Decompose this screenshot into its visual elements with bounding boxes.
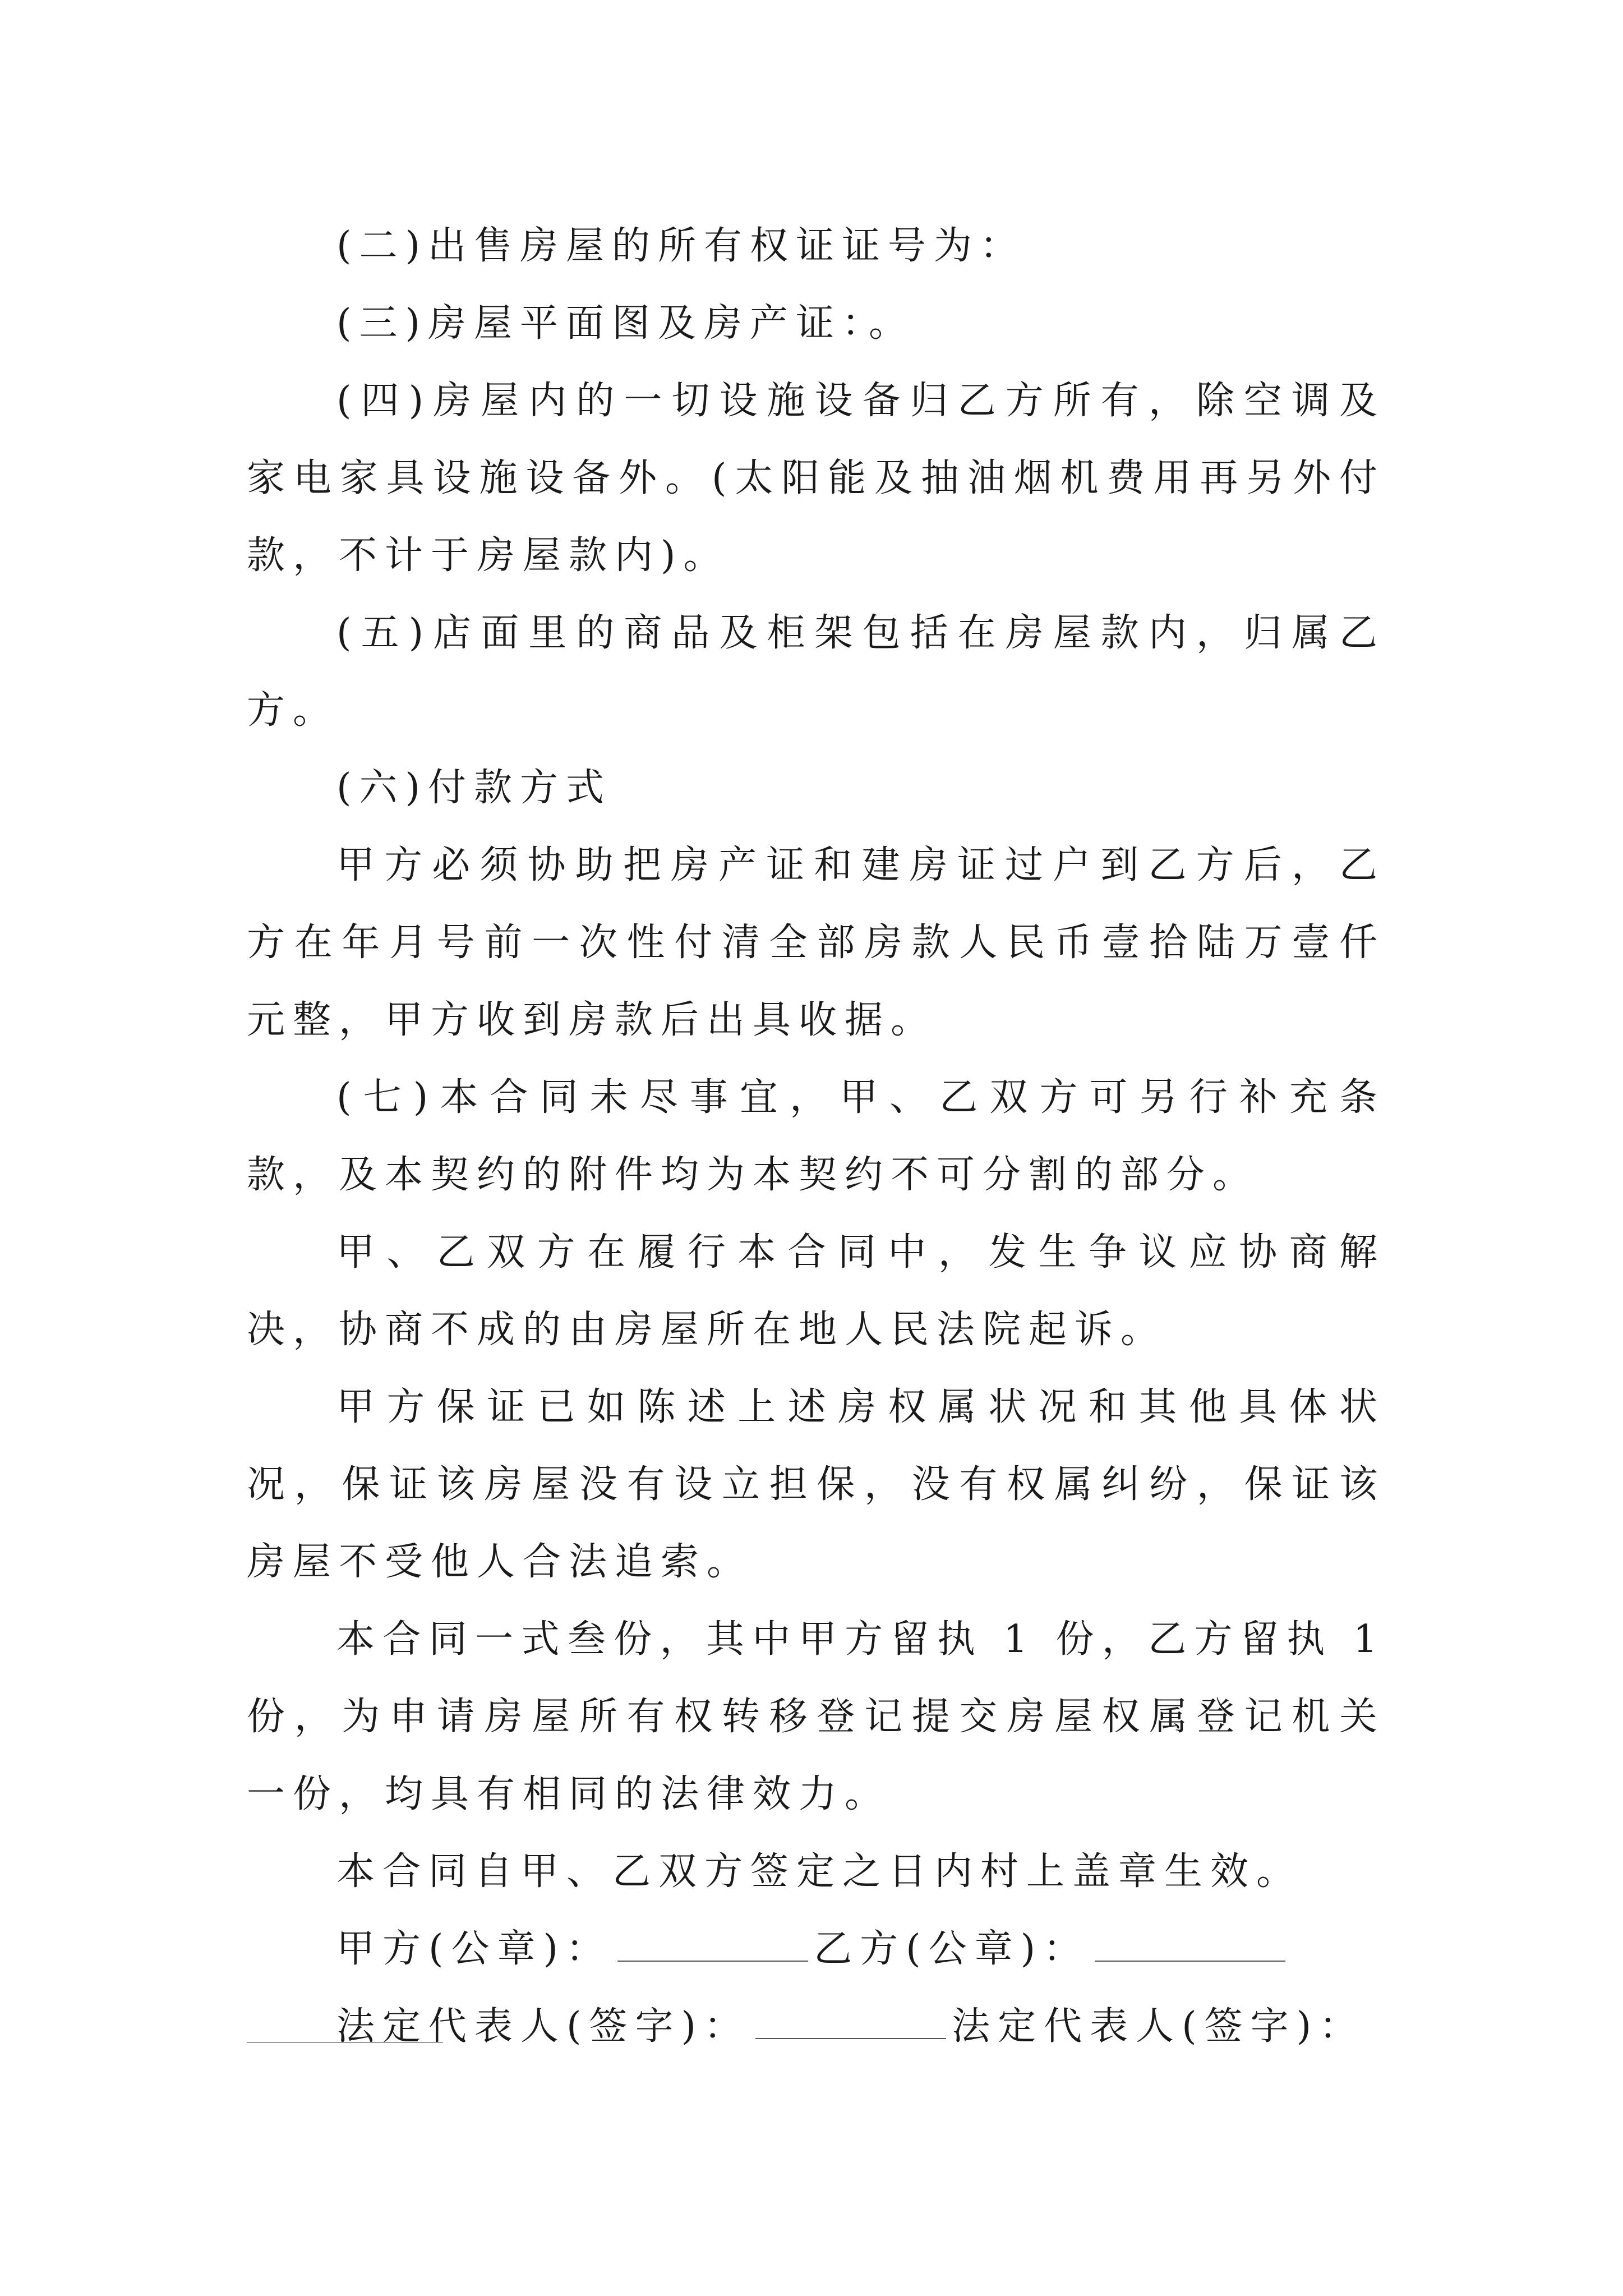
party-a-rep-blank — [755, 2004, 946, 2039]
seal-line — [247, 1911, 1385, 1988]
representative-line — [247, 1988, 1385, 2065]
party-a-seal-blank — [617, 1927, 808, 1962]
dispute-resolution: 甲、乙双方在履行本合同中，发生争议应协商解决，协商不成的由房屋所在地人民法院起诉。 — [247, 1230, 1385, 1352]
contract-body — [247, 208, 1385, 2065]
party-a-rep-label: 法定代表人(签字)： — [336, 2004, 750, 2049]
clause-3: (三)房屋平面图及房产证：。 — [336, 301, 915, 346]
effective-clause: 本合同自甲、乙双方签定之日内村上盖章生效。 — [336, 1849, 1303, 1894]
payment-terms: 甲方必须协助把房产证和建房证过户到乙方后，乙方在年月号前一次性付清全部房款人民币壹拾陆万壹仟元整，甲方收到房款后出具收据。 — [247, 843, 1385, 1042]
seller-guarantee: 甲方保证已如陈述上述房权属状况和其他具体状况，保证该房屋没有设立担保，没有权属纠纷，保证该房屋不受他人合法追索。 — [247, 1385, 1385, 1584]
clause-2: (二)出售房屋的所有权证证号为： — [336, 224, 1026, 268]
copies-clause: 本合同一式叁份，其中甲方留执 1 份，乙方留执 1 份，为申请房屋所有权转移登记提交房屋权属登记机关一份，均具有相同的法律效力。 — [247, 1617, 1385, 1816]
party-b-rep-label: 法定代表人(签字)： — [952, 2004, 1366, 2049]
clause-7: (七)本合同未尽事宜，甲、乙双方可另行补充条款，及本契约的附件均为本契约不可分割的部分。 — [247, 1075, 1385, 1197]
clause-4: (四)房屋内的一切设施设备归乙方所有，除空调及家电家具设施设备外。(太阳能及抽油烟机费用再另外付款，不计于房屋款内)。 — [247, 379, 1385, 578]
party-b-seal-blank — [1095, 1927, 1285, 1962]
clause-5: (五)店面里的商品及柜架包括在房屋款内，归属乙方。 — [247, 611, 1385, 733]
party-b-seal-label: 乙方(公章)： — [814, 1927, 1090, 1971]
footnote-separator — [247, 2042, 443, 2043]
clause-6-heading: (六)付款方式 — [336, 766, 612, 810]
party-a-seal-label: 甲方(公章)： — [336, 1927, 612, 1971]
